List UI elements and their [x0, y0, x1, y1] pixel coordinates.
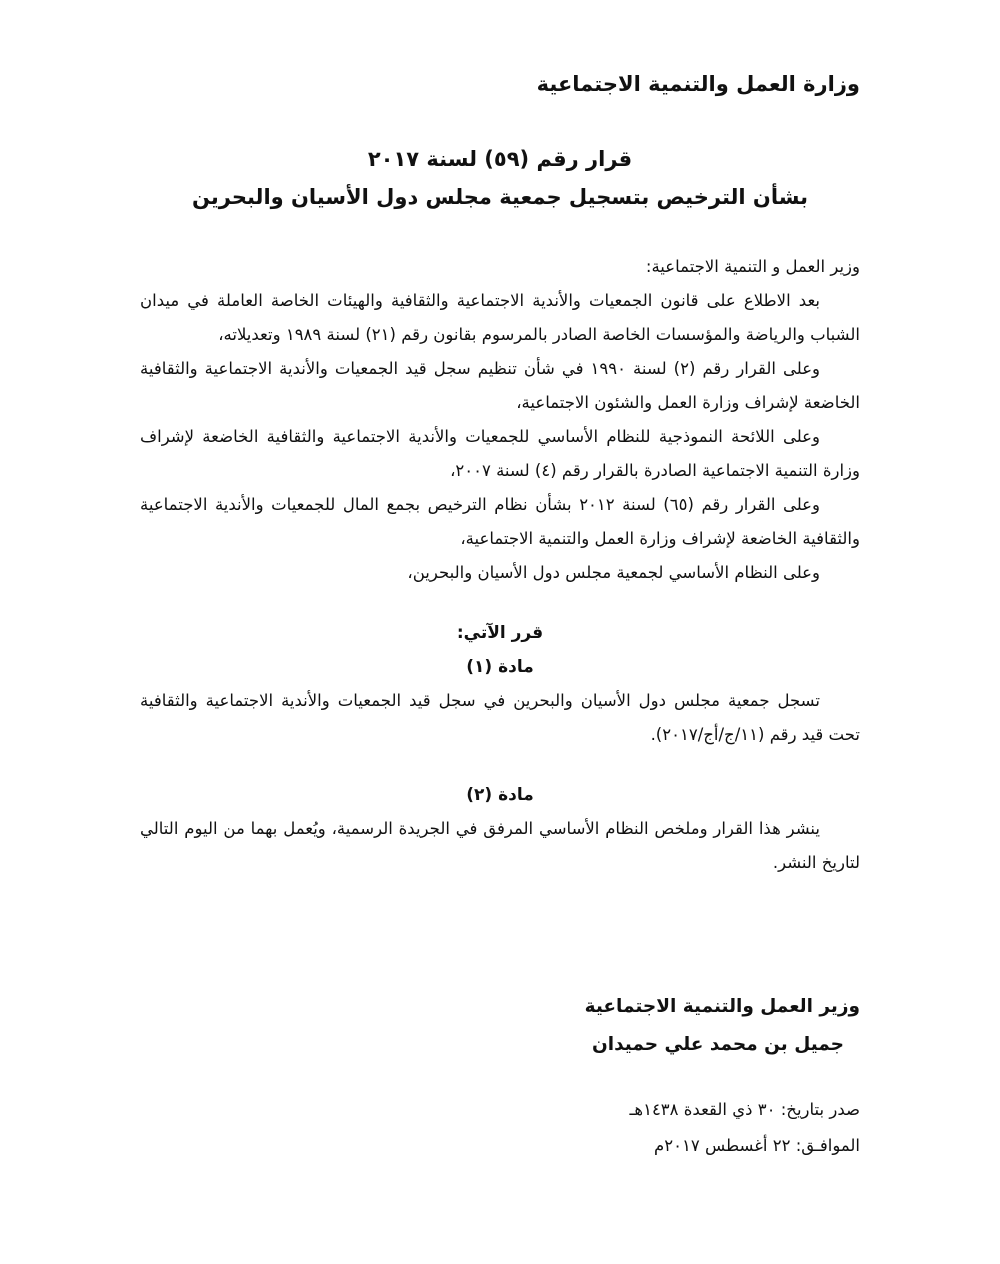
preamble-clause: وعلى النظام الأساسي لجمعية مجلس دول الأسيان والبحرين،: [407, 563, 820, 582]
issue-date-gregorian: الموافـق: ٢٢ أغسطس ٢٠١٧م: [654, 1136, 860, 1155]
decree-body: [140, 250, 860, 880]
preamble-addressee: وزير العمل و التنمية الاجتماعية:: [645, 257, 860, 276]
decree-title-block: [140, 140, 860, 216]
article-1-heading: مادة (١): [466, 657, 534, 677]
preamble-clause: وعلى اللائحة النموذجية للنظام الأساسي للجمعيات والأندية الاجتماعية والثقافية الخاضعة لإشراف وزارة التنمية الاجتماعية الصادرة بالقرار رقم (٤) لسنة ٢٠٠٧،: [140, 427, 860, 480]
issue-date-block: [630, 1092, 860, 1164]
spacer: [140, 752, 860, 778]
issue-date-hijri: صدر بتاريخ: ٣٠ ذي القعدة ١٤٣٨هـ: [629, 1100, 860, 1119]
signature-block: [585, 988, 860, 1064]
article-2-text: ينشر هذا القرار وملخص النظام الأساسي المرفق في الجريدة الرسمية، ويُعمل بهما من اليوم التالي لتاريخ النشر.: [140, 819, 860, 872]
decree-subject-title: بشأن الترخيص بتسجيل جمعية مجلس دول الأسيان والبحرين: [192, 185, 808, 209]
preamble-clause: وعلى القرار رقم (٢) لسنة ١٩٩٠ في شأن تنظيم سجل قيد الجمعيات والأندية الاجتماعية والثقافية الخاضعة لإشراف وزارة العمل والشئون الاجتماعية،: [140, 359, 860, 412]
minister-name: جميل بن محمد علي حميدان: [591, 1034, 844, 1055]
article-1-text: تسجل جمعية مجلس دول الأسيان والبحرين في سجل قيد الجمعيات والأندية الاجتماعية والثقافية تحت قيد رقم (١١/ج/أج/٢٠١٧).: [140, 691, 860, 744]
ministry-header: وزارة العمل والتنمية الاجتماعية: [536, 72, 860, 96]
preamble-clause: بعد الاطلاع على قانون الجمعيات والأندية الاجتماعية والثقافية والهيئات الخاصة العاملة في ميدان الشباب والرياضة والمؤسسات الخاصة الصادر بالمرسوم بقانون رقم (٢١) لسنة ١٩٨٩ وتعديلاته،: [140, 291, 860, 344]
preamble-clause: وعلى القرار رقم (٦٥) لسنة ٢٠١٢ بشأن نظام الترخيص بجمع المال للجمعيات والأندية الاجتماعية والثقافية الخاضعة لإشراف وزارة العمل والتنمية الاجتماعية،: [140, 495, 860, 548]
spacer: [140, 590, 860, 616]
article-2-heading: مادة (٢): [466, 785, 534, 805]
minister-title: وزير العمل والتنمية الاجتماعية: [584, 996, 860, 1017]
decree-number-title: قرار رقم (٥٩) لسنة ٢٠١٧: [367, 147, 633, 171]
decision-heading: قرر الآتي:: [456, 623, 544, 643]
